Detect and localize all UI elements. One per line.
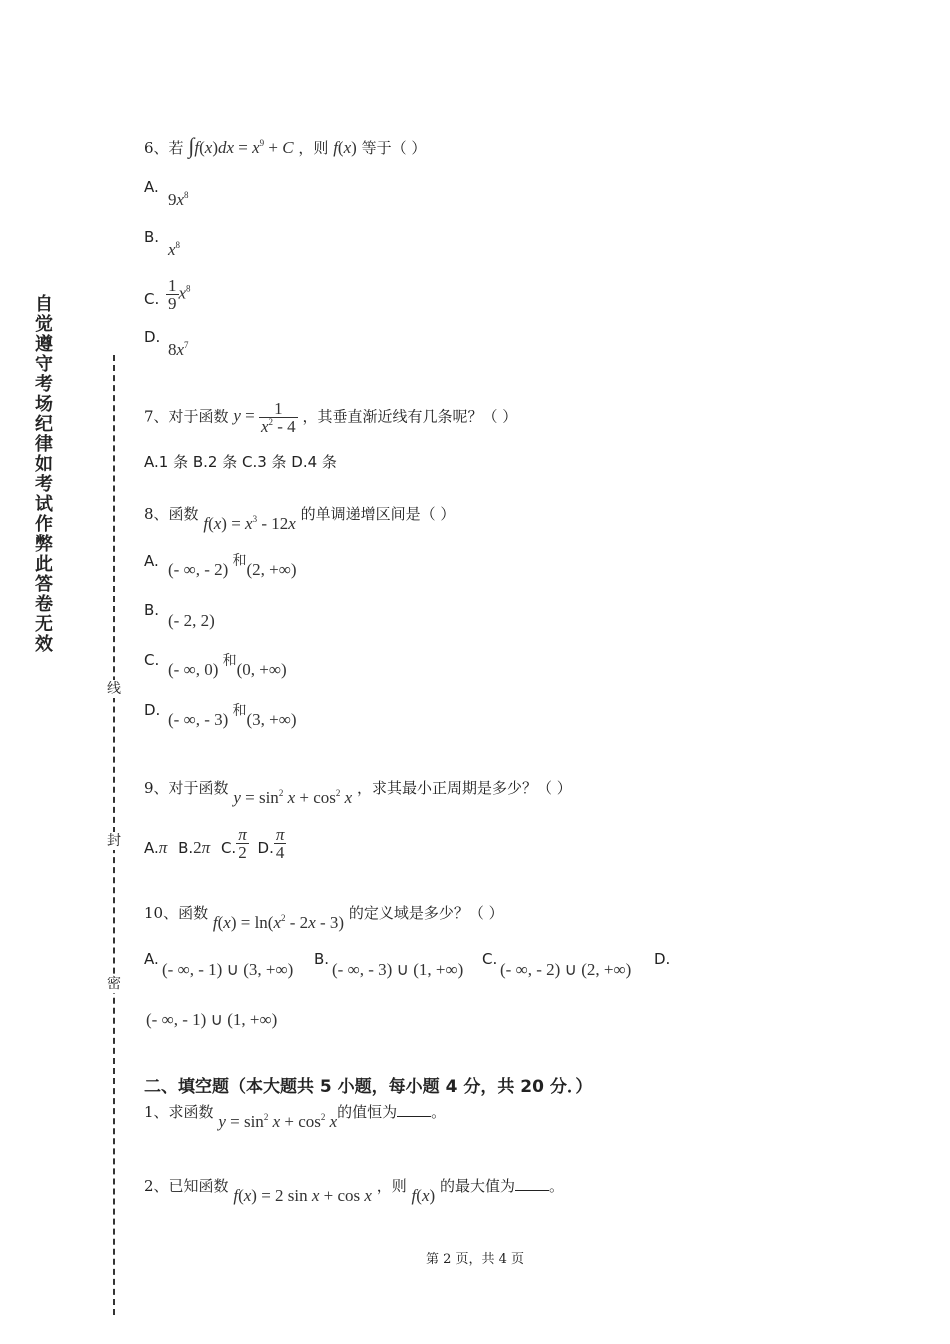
q10-option-c-formula: (- ∞, - 2) ∪ (2, +∞) bbox=[500, 960, 632, 979]
q6-mid: ，则 bbox=[298, 139, 329, 157]
q9-option-b[interactable]: B. bbox=[178, 839, 194, 858]
question-10 bbox=[144, 902, 504, 932]
fill-question-1 bbox=[144, 1101, 447, 1131]
f2-end: 。 bbox=[548, 1177, 564, 1195]
q9-function-formula: $y = \sin^2 x + \cos^2 x$ bbox=[233, 788, 353, 807]
q10-option-b-label: B. bbox=[314, 950, 330, 968]
q6-option-b[interactable] bbox=[144, 228, 159, 246]
q6-integral-formula: $\int f(x)dx = x^9 + C$ bbox=[188, 133, 294, 158]
q7-suffix: ，其垂直渐近线有几条呢？（ ） bbox=[302, 407, 518, 426]
q8-option-a-and: 和 bbox=[232, 553, 247, 569]
f2-answer-blank[interactable] bbox=[515, 1176, 549, 1191]
question-8 bbox=[144, 503, 456, 533]
f2-function-formula: f(x) = 2 sin x + cos x bbox=[233, 1186, 372, 1205]
q6-option-a-label: A. bbox=[144, 178, 159, 196]
q9-option-c-formula: $\frac{\pi}{2}$ bbox=[238, 825, 247, 862]
q9-option-d-formula: $\frac{\pi}{4}$ bbox=[275, 825, 285, 862]
q6-option-c-label: C. bbox=[144, 290, 160, 308]
q9-options bbox=[144, 826, 286, 870]
q8-suffix: 的单调递增区间是（ ） bbox=[300, 505, 456, 523]
q8-option-d-formula: (- ∞, - 3) $^和$(3, +∞) bbox=[168, 703, 297, 729]
q8-option-b[interactable] bbox=[144, 601, 159, 619]
section-2-title: 二、填空题（本大题共 5 小题，每小题 4 分，共 20 分．） bbox=[144, 1077, 593, 1097]
q8-option-c-label: C. bbox=[144, 651, 160, 669]
f2-prefix: 2、已知函数 bbox=[144, 1177, 229, 1195]
q9-suffix: ，求其最小正周期是多少？（ ） bbox=[356, 779, 572, 797]
binding-char-feng: 封 bbox=[107, 833, 121, 849]
q6-option-d-formula: $8x^7$ bbox=[168, 340, 189, 359]
f2-mid: ，则 bbox=[376, 1177, 407, 1195]
f1-answer-blank[interactable] bbox=[397, 1102, 431, 1117]
q6-fx: f(x) bbox=[333, 138, 357, 157]
q9-option-a-formula: π bbox=[158, 838, 168, 858]
q10-option-a[interactable] bbox=[144, 950, 159, 968]
q10-option-d-formula: (- ∞, - 1) ∪ (1, +∞) bbox=[146, 1010, 278, 1029]
f1-suffix: 的值恒为 bbox=[337, 1103, 398, 1121]
q8-option-c-and: 和 bbox=[222, 653, 237, 669]
q10-suffix: 的定义域是多少？（ ） bbox=[348, 904, 504, 922]
q8-option-a-formula: (- ∞, - 2) $^和$(2, +∞) bbox=[168, 553, 297, 579]
q6-option-c-formula: $\frac{1}{9}$ $x^8$ bbox=[168, 276, 191, 313]
q6-option-a-formula: $9x^8$ bbox=[168, 190, 189, 209]
q8-prefix: 8、函数 bbox=[144, 505, 199, 523]
q10-option-c-label: C. bbox=[482, 950, 498, 968]
question-9 bbox=[144, 777, 572, 807]
q6-option-b-formula: $x^8$ bbox=[168, 240, 181, 259]
q8-option-c[interactable] bbox=[144, 651, 159, 669]
q6-option-b-label: B. bbox=[144, 228, 160, 246]
question-7 bbox=[144, 400, 517, 448]
f1-end: 。 bbox=[431, 1103, 447, 1121]
exam-discipline-warning: 自觉遵守考场纪律如考试作弊此答卷无效 bbox=[35, 294, 53, 655]
q6-option-d[interactable] bbox=[144, 328, 160, 346]
q9-option-a[interactable]: A. bbox=[144, 839, 159, 858]
q6-prefix: 6、若 bbox=[144, 139, 184, 157]
binding-char-mi: 密 bbox=[107, 976, 121, 992]
q8-function-formula: $f(x) = x^3 - 12x$ bbox=[203, 514, 296, 533]
q6-option-a[interactable] bbox=[144, 178, 159, 196]
binding-char-xian: 线 bbox=[107, 681, 121, 697]
f2-fx: f(x) bbox=[411, 1186, 436, 1205]
f1-prefix: 1、求函数 bbox=[144, 1103, 214, 1121]
q10-option-a-formula: (- ∞, - 1) ∪ (3, +∞) bbox=[162, 960, 294, 979]
q9-prefix: 9、对于函数 bbox=[144, 779, 229, 797]
q10-function-formula: $f(x) = \ln(x^2 - 2x - 3)$ bbox=[212, 913, 345, 932]
q9-option-c[interactable]: C. bbox=[220, 839, 237, 858]
q8-option-d-and: 和 bbox=[232, 703, 247, 719]
q10-option-c[interactable] bbox=[482, 950, 497, 968]
q6-option-c[interactable] bbox=[144, 290, 159, 308]
q6-suffix: 等于（ ） bbox=[361, 139, 427, 157]
q8-option-d[interactable] bbox=[144, 701, 160, 719]
q7-prefix: 7、对于函数 bbox=[144, 407, 229, 426]
q6-option-d-label: D. bbox=[144, 328, 161, 346]
q10-option-a-label: A. bbox=[144, 950, 159, 968]
q9-option-b-formula: 2π bbox=[193, 838, 211, 858]
page-footer: 第 2 页，共 4 页 bbox=[425, 1252, 525, 1267]
q8-option-b-label: B. bbox=[144, 601, 160, 619]
q8-option-c-formula: (- ∞, 0) $^和$(0, +∞) bbox=[168, 653, 287, 679]
f1-function-formula: $y = \sin^2 x + \cos^2 x$ bbox=[218, 1112, 338, 1131]
q9-option-d[interactable]: D. bbox=[257, 839, 274, 858]
q8-option-b-formula: (- 2, 2) bbox=[168, 611, 215, 630]
q7-options[interactable]: A.1 条 B.2 条 C.3 条 D.4 条 bbox=[144, 453, 337, 471]
q8-option-a[interactable] bbox=[144, 552, 159, 570]
q10-option-b-formula: (- ∞, - 3) ∪ (1, +∞) bbox=[332, 960, 464, 979]
q10-option-d-label: D. bbox=[654, 950, 671, 968]
q10-prefix: 10、函数 bbox=[144, 904, 209, 922]
question-6 bbox=[144, 133, 426, 159]
q8-option-a-label: A. bbox=[144, 552, 159, 570]
q10-option-b[interactable] bbox=[314, 950, 329, 968]
q10-option-d[interactable] bbox=[654, 950, 670, 968]
q7-function-formula: y = $\frac{1}{x^2 - 4}$ bbox=[233, 399, 296, 436]
fill-question-2 bbox=[144, 1175, 564, 1205]
f2-suffix: 的最大值为 bbox=[439, 1177, 515, 1195]
q8-option-d-label: D. bbox=[144, 701, 161, 719]
